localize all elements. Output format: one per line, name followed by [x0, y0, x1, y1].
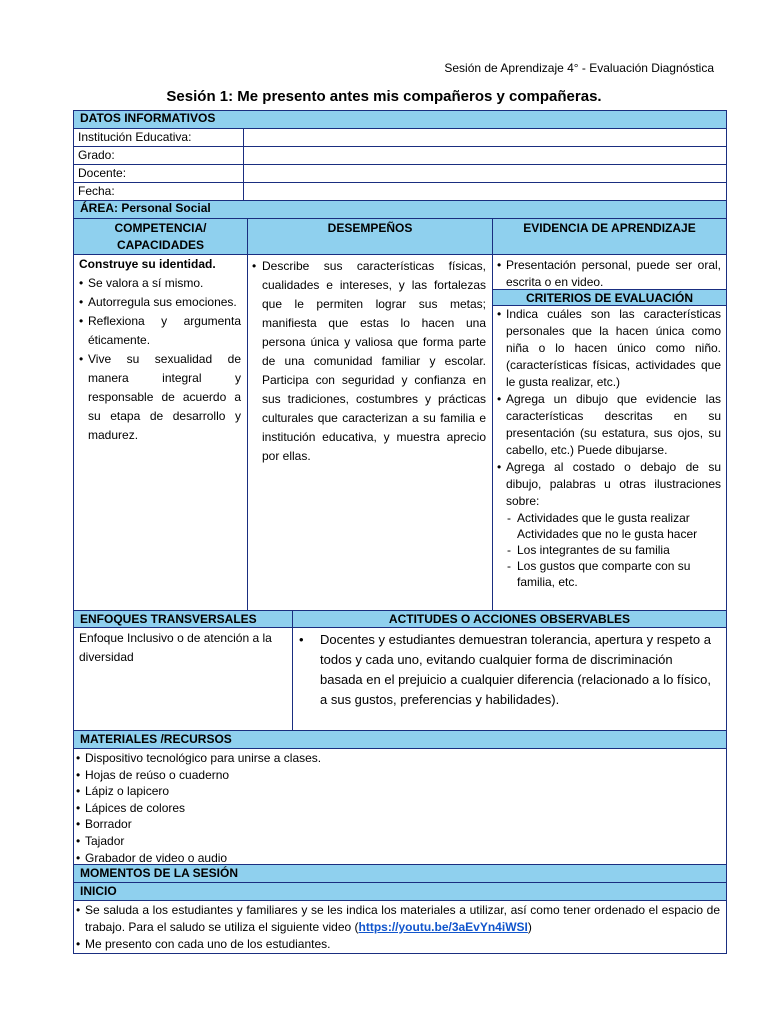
criterio-item: • Agrega al costado o debajo de su dibujo, palabras u otras ilustraciones sobre: — [497, 459, 721, 510]
enfoque-cell: Enfoque Inclusivo o de atención a la diversidad — [74, 628, 293, 730]
video-link[interactable]: https://youtu.be/3aEvYn4iWSI — [358, 920, 528, 934]
inicio-item-text: Se saluda a los estudiantes y familiares y se les indica los materiales a utilizar, así como tener ordenado el espacio de trabajo. Para el saludo se utiliza el siguiente video ( — [85, 903, 720, 934]
enfoques-body-row — [74, 628, 726, 731]
field-label-fecha: Fecha: — [74, 183, 244, 200]
field-row-institucion — [74, 129, 726, 147]
inicio-heading: INICIO — [74, 883, 726, 901]
field-row-fecha — [74, 183, 726, 201]
criterios-heading: CRITERIOS DE EVALUACIÓN — [493, 289, 726, 306]
field-value-grado[interactable] — [244, 147, 726, 164]
competencia-header-row — [74, 219, 726, 255]
capacidades-cell — [74, 255, 248, 610]
evidencia-cell — [493, 255, 726, 610]
evidencia-text: • Presentación personal, puede ser oral, escrita o en video. — [497, 257, 721, 291]
session-plan-table — [73, 110, 727, 954]
desempenos-col-heading: DESEMPEÑOS — [248, 219, 493, 254]
desempeno-text: • Describe sus características físicas, cualidades e intereses, y las fortalezas que le permiten lograr sus metas; manifiesta que estas lo hacen una persona única y valiosa que forma parte de una comunidad familiar y escolar. Participa con seguridad y confianza en sus tradiciones, costumbres y prácticas culturales que caracterizan a su familia e institución educativa, y muestra aprecio por ellas. — [252, 257, 486, 466]
criterio-item: • Agrega un dibujo que evidencie las características descritas en su presentación (su estatura, sus ojos, su cabello, etc.) Puede dibujarse. — [497, 391, 721, 459]
inicio-item-close: ) — [527, 920, 532, 934]
momentos-heading: MOMENTOS DE LA SESIÓN — [74, 865, 726, 883]
field-value-institucion[interactable] — [244, 129, 726, 146]
material-item: • Hojas de reúso o cuaderno — [76, 767, 722, 784]
field-label-docente: Docente: — [74, 165, 244, 182]
material-item: • Lápiz o lapicero — [76, 783, 722, 800]
field-value-docente[interactable] — [244, 165, 726, 182]
inicio-item: • Me presento con cada uno de los estudiantes. — [76, 936, 720, 953]
criterio-sub-item: - Los integrantes de su familia — [507, 542, 721, 558]
material-item: • Tajador — [76, 833, 722, 850]
actitudes-col-heading: ACTITUDES O ACCIONES OBSERVABLES — [293, 611, 726, 627]
material-item: • Lápices de colores — [76, 800, 722, 817]
materiales-cell — [74, 749, 726, 864]
capacidad-item: • Autorregula sus emociones. — [79, 293, 241, 312]
material-item: • Dispositivo tecnológico para unirse a clases. — [76, 750, 722, 767]
material-item: • Grabador de video o audio — [76, 850, 722, 867]
document-header-note: Sesión de Aprendizaje 4° - Evaluación Diagnóstica — [444, 61, 714, 75]
enfoques-col-heading: ENFOQUES TRANSVERSALES — [74, 611, 293, 627]
capacidad-item: • Reflexiona y argumenta éticamente. — [79, 312, 241, 350]
session-title: Sesión 1: Me presento antes mis compañeros y compañeras. — [166, 88, 602, 105]
criterio-sub-item: - Los gustos que comparte con su familia, etc. — [507, 558, 721, 590]
enfoques-header-row — [74, 611, 726, 628]
actitud-text: Docentes y estudiantes demuestran tolerancia, apertura y respeto a todos y cada uno, evitando cualquier forma de discriminación basada en el prejuicio a cualquier diferencia (relacionado a lo físico, a sus gustos, preferencias y habilidades). — [320, 632, 711, 707]
evidencia-col-heading: EVIDENCIA DE APRENDIZAJE — [493, 219, 726, 254]
field-label-institucion: Institución Educativa: — [74, 129, 244, 146]
criterio-sub-item: - Actividades que le gusta realizar Actividades que no le gusta hacer — [507, 510, 721, 542]
actitud-cell — [293, 628, 726, 730]
capacidad-item: • Vive su sexualidad de manera integral y responsable de acuerdo a su etapa de desarrollo y madurez. — [79, 350, 241, 445]
area-heading: ÁREA: Personal Social — [74, 201, 726, 219]
inicio-cell — [74, 901, 726, 953]
desempeno-cell — [248, 255, 493, 610]
field-row-grado — [74, 147, 726, 165]
inicio-item — [76, 902, 720, 936]
actitud-bullet: • — [299, 632, 304, 647]
competencia-title: Construye su identidad. — [79, 257, 216, 271]
competencia-body-row — [74, 255, 726, 611]
field-row-docente — [74, 165, 726, 183]
field-label-grado: Grado: — [74, 147, 244, 164]
capacidad-item: • Se valora a sí mismo. — [79, 274, 241, 293]
datos-heading: DATOS INFORMATIVOS — [74, 111, 726, 129]
field-value-fecha[interactable] — [244, 183, 726, 200]
inicio-body-row — [74, 901, 726, 953]
competencia-col-heading: COMPETENCIA/ CAPACIDADES — [74, 219, 248, 254]
materiales-heading: MATERIALES /RECURSOS — [74, 731, 726, 749]
materiales-body-row — [74, 749, 726, 865]
material-item: • Borrador — [76, 816, 722, 833]
criterio-item: • Indica cuáles son las características personales que la hacen única como niña o lo hacen único como niño. (características físicas, actividades que le gusta realizar, etc.) — [497, 306, 721, 391]
